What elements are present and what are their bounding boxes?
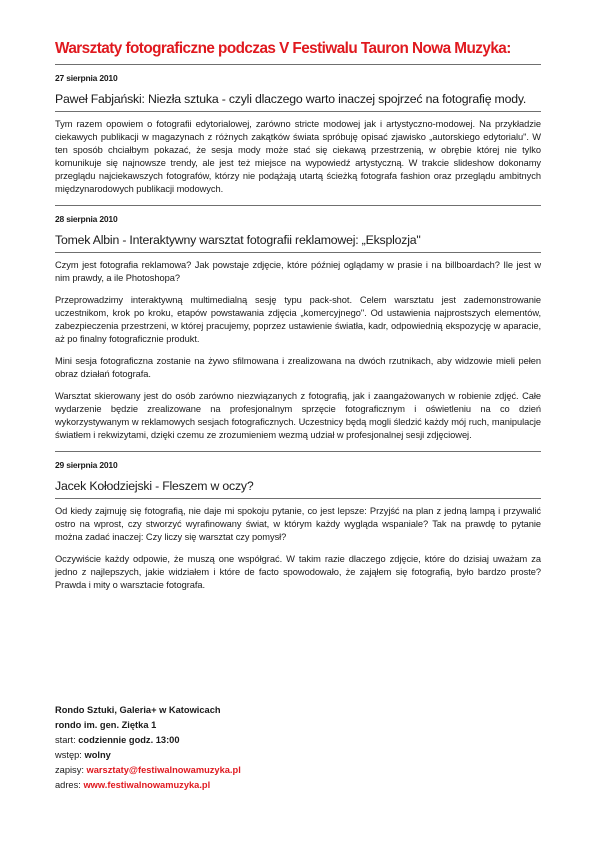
title-divider [55, 64, 541, 65]
venue-name: Rondo Sztuki, Galeria+ w Katowicach [55, 705, 221, 715]
venue-entry [55, 748, 355, 763]
start-value: codziennie godz. 13:00 [78, 735, 180, 745]
session-paragraph: Warsztat skierowany jest do osób zarówno niezwiązanych z fotografią, jak i zaangażowanych w robienie zdjęć. Całe wydarzenie będzie zrealizowane na profesjonalnym sprzęcie fotograficznym i oświetleniu na co dzień wykorzystywanym w reklamowych sesjach fotograficznych. Uczestnicy będą mogli śledzić każdy mój ruch, manipulacje światłem i rekwizytami, dzięki czemu ze zrozumieniem wezmą udział w profesjonalnej sesji zdjęciowej. [55, 391, 541, 440]
entry-label: wstęp: [55, 750, 82, 760]
session-3 [55, 460, 541, 592]
start-label: start: [55, 735, 76, 745]
session-paragraph: Czym jest fotografia reklamowa? Jak powstaje zdjęcie, które później oglądamy w prasie i na billboardach? Ile jest w nim prawdy, a ile Photoshopa? [55, 260, 541, 283]
page-title: Warsztaty fotograficzne podczas V Festiwalu Tauron Nowa Muzyka: [55, 40, 511, 57]
venue-signup [55, 763, 355, 778]
session-title: Tomek Albin - Interaktywny warsztat fotografii reklamowej: „Eksplozja" [55, 233, 421, 247]
session-title-divider [55, 498, 541, 499]
session-paragraph: Mini sesja fotograficzna zostanie na żywo sfilmowana i zrealizowana na dwóch rzutnikach, aby widzowie mieli pełen obraz działań fotografa. [55, 356, 541, 379]
venue-address: rondo im. gen. Ziętka 1 [55, 720, 157, 730]
session-date: 27 sierpnia 2010 [55, 73, 118, 83]
entry-value: wolny [84, 750, 111, 760]
session-date: 28 sierpnia 2010 [55, 214, 118, 224]
session-body [55, 118, 541, 196]
session-title: Jacek Kołodziejski - Fleszem w oczy? [55, 479, 254, 493]
content [55, 40, 541, 601]
venue-info [55, 703, 355, 793]
website-link[interactable]: www.festiwalnowamuzyka.pl [83, 780, 211, 790]
signup-email-link[interactable]: warsztaty@festiwalnowamuzyka.pl [86, 765, 241, 775]
session-1 [55, 73, 541, 196]
session-paragraph: Przeprowadzimy interaktywną multimedialną sesję typu pack-shot. Celem warsztatu jest zademonstrowanie uczestnikom, krok po kroku, etapów powstawania zdjęcia „komercyjnego". Od ustawienia najprostszych elementów, zabezpieczenia przestrzeni, w której pracujemy, poprzez ustawienie światła, kadr, odpowiednią ekspozycję w aparacie, aż po finalny fotograficznie produkt. [55, 295, 541, 344]
session-2 [55, 214, 541, 442]
session-body [55, 505, 541, 592]
session-title: Paweł Fabjański: Niezła sztuka - czyli dlaczego warto inaczej spojrzeć na fotografię mody. [55, 92, 527, 106]
session-title-divider [55, 111, 541, 112]
session-paragraph: Od kiedy zajmuję się fotografią, nie daje mi spokoju pytanie, co jest lepsze: Przyjść na plan z jedną lampą i przywalić ostro na wprost, czy stworzyć wyrafinowany świat, w którym każdy wygląda wspaniale? Tak na prawdę to pytanie można zadać inaczej: Czy liczy się warsztat czy pomysł? [55, 506, 541, 542]
web-label: adres: [55, 780, 81, 790]
section-divider [55, 205, 541, 206]
session-body [55, 259, 541, 442]
session-title-divider [55, 252, 541, 253]
session-paragraph: Oczywiście każdy odpowie, że muszą one współgrać. W takim razie dlaczego zdjęcie, które do dzisiaj uważam za jedno z najlepszych, jakie widziałem i które de facto spowodowało, że zająłem się fotografią, było bardzo proste? Prawda i mity o warsztacie fotografa. [55, 554, 541, 590]
section-divider [55, 451, 541, 452]
venue-web [55, 778, 355, 793]
session-date: 29 sierpnia 2010 [55, 460, 118, 470]
signup-label: zapisy: [55, 765, 84, 775]
session-paragraph: Tym razem opowiem o fotografii edytorialowej, zarówno stricte modowej jak i artystyczno-modowej. Na przykładzie ciekawych publikacji w magazynach z różnych zakątków świata spróbuję opisać zjawisko „autorskiego edytorialu". W ten sposób chciałbym pokazać, że sesja mody może stać się ciekawą przestrzenią, w obrębie której nie tylko komunikuje się najnowsze trendy, ale jest też miejsce na wypowiedź artystyczną. W trakcie slideshow dokonamy przeglądu najciekawszych fotografów, którzy nie podążają utartą ścieżką fotografa fashion oraz przeglądu ambitnych międzynarodowych publikacji modowych. [55, 119, 541, 194]
venue-start [55, 733, 355, 748]
